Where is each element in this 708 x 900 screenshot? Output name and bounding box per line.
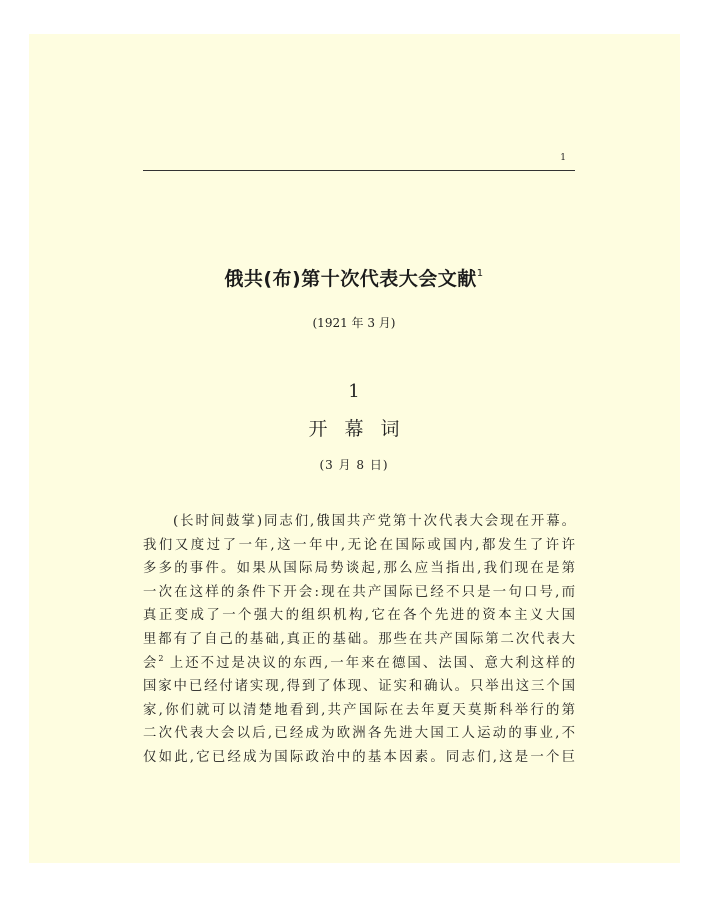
body-text (143, 510, 575, 770)
body-line: 真正变成了一个强大的组织机构,它在各个先进的资本主义大国 (143, 608, 575, 624)
body-line: 里都有了自己的基础,真正的基础。那些在共产国际第二次代表大 (143, 631, 575, 647)
document-date: (1921 年 3 月) (312, 316, 396, 330)
header-rule (143, 170, 575, 171)
section-date: (3 月 8 日) (319, 458, 389, 472)
body-line: 家,你们就可以清楚地看到,共产国际在去年夏天莫斯科举行的第 (143, 702, 575, 718)
body-line: 我们又度过了一年,这一年中,无论在国际或国内,都发生了许许 (143, 537, 575, 553)
body-footnote-marker: 2 (158, 653, 164, 663)
body-line: 国家中已经付诸实现,得到了体现、证实和确认。只举出这三个国 (143, 679, 575, 695)
section-title: 开幕词 (308, 418, 417, 440)
document-title-text: 俄共(布)第十次代表大会文献 (224, 268, 477, 290)
body-line: 一次在这样的条件下开会:现在共产国际已经不只是一句口号,而 (143, 584, 575, 600)
page-number: 1 (560, 153, 566, 163)
section-number: 1 (348, 381, 360, 402)
body-line: (长时间鼓掌)同志们,俄国共产党第十次代表大会现在开幕。 (173, 514, 575, 529)
document-title (0, 264, 708, 291)
body-line: 二次代表大会以后,已经成为欧洲各先进大国工人运动的事业,不 (143, 726, 575, 742)
title-footnote-marker: 1 (476, 268, 484, 279)
body-line: 仅如此,它已经成为国际政治中的基本因素。同志们,这是一个巨 (143, 749, 575, 765)
body-line-start: 会 (143, 655, 159, 671)
body-line (143, 652, 575, 676)
body-line-rest: 上还不过是决议的东西,一年来在德国、法国、意大利这样的 (169, 655, 575, 671)
body-line: 多多的事件。如果从国际局势谈起,那么应当指出,我们现在是第 (143, 561, 575, 577)
